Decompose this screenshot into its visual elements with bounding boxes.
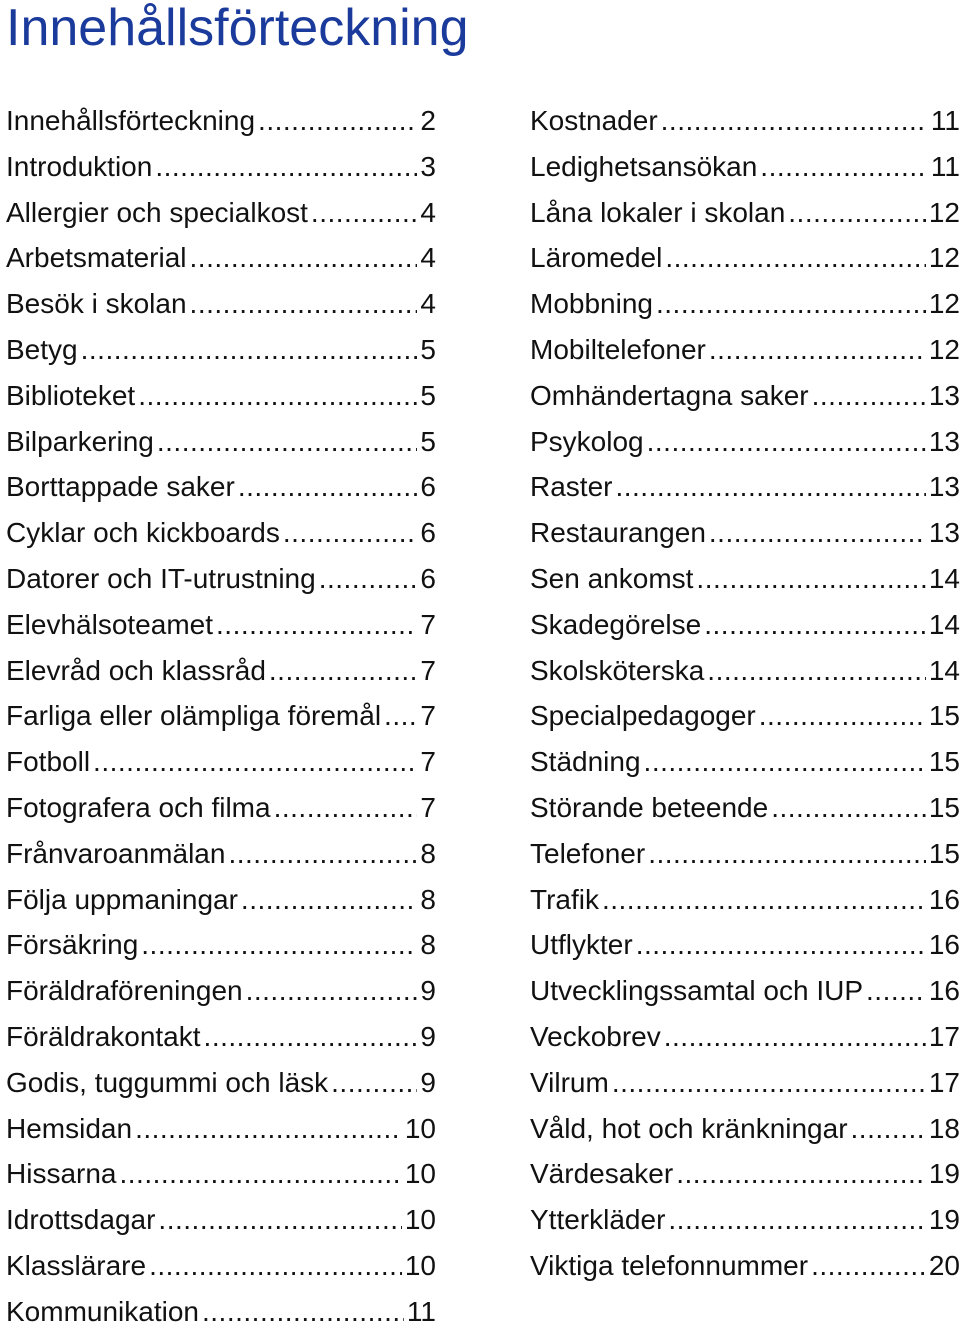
toc-entry-label: Störande beteende (530, 791, 769, 823)
toc-entry-label: Värdesaker (530, 1158, 674, 1190)
toc-entry[interactable] (6, 739, 436, 785)
toc-entry[interactable] (530, 922, 960, 968)
toc-dot-leader (158, 1197, 401, 1243)
toc-page-number: 19 (928, 1158, 960, 1190)
toc-entry[interactable] (530, 693, 960, 739)
toc-dot-leader (258, 98, 417, 144)
toc-dot-leader (636, 922, 926, 968)
toc-page-number: 6 (420, 562, 436, 594)
toc-dot-leader (93, 739, 417, 785)
toc-dot-leader (202, 1289, 404, 1335)
toc-page-number: 7 (420, 700, 436, 732)
toc-entry-label: Fotboll (6, 746, 91, 778)
toc-dot-leader (283, 510, 418, 556)
toc-page-number: 18 (928, 1112, 960, 1144)
toc-entry-label: Elevråd och klassråd (6, 654, 266, 686)
toc-entry[interactable] (530, 831, 960, 877)
toc-entry[interactable] (6, 648, 436, 694)
toc-entry-label: Föräldraföreningen (6, 975, 243, 1007)
toc-page-number: 5 (420, 379, 436, 411)
toc-entry-label: Försäkring (6, 929, 139, 961)
toc-entry-label: Godis, tuggummi och läsk (6, 1066, 329, 1098)
toc-page-number: 10 (404, 1204, 436, 1236)
toc-dot-leader (661, 98, 928, 144)
toc-page-number: 12 (928, 333, 960, 365)
toc-entry-label: Arbetsmaterial (6, 242, 187, 274)
toc-entry[interactable] (530, 1014, 960, 1060)
toc-page-number: 13 (928, 471, 960, 503)
toc-page-number: 16 (928, 929, 960, 961)
toc-dot-leader (238, 464, 418, 510)
toc-entry-label: Psykolog (530, 425, 644, 457)
toc-entry[interactable] (6, 968, 436, 1014)
toc-dot-leader (648, 831, 926, 877)
toc-dot-leader (149, 1243, 402, 1289)
toc-dot-leader (615, 464, 925, 510)
toc-page-number: 9 (420, 975, 436, 1007)
toc-entry-label: Städning (530, 746, 641, 778)
toc-page-number: 13 (928, 379, 960, 411)
toc-entry-label: Mobbning (530, 288, 653, 320)
toc-entry-label: Specialpedagoger (530, 700, 756, 732)
toc-page-number: 12 (928, 242, 960, 274)
toc-dot-leader (319, 556, 418, 602)
toc-page-number: 7 (420, 654, 436, 686)
toc-entry-label: Följa uppmaningar (6, 883, 238, 915)
toc-entry-label: Kommunikation (6, 1295, 199, 1327)
toc-entry[interactable] (6, 510, 436, 556)
toc-page-number: 10 (404, 1158, 436, 1190)
toc-entry-label: Skadegörelse (530, 608, 702, 640)
toc-page-number: 16 (928, 883, 960, 915)
toc-entry-label: Skolsköterska (530, 654, 705, 686)
toc-page-number: 7 (420, 791, 436, 823)
toc-entry[interactable] (530, 281, 960, 327)
toc-page-number: 11 (930, 150, 960, 182)
toc-entry[interactable] (530, 464, 960, 510)
toc-page-number: 5 (420, 333, 436, 365)
toc-page-number: 17 (928, 1066, 960, 1098)
toc-dot-leader (190, 281, 418, 327)
toc-entry[interactable] (6, 373, 436, 419)
toc-entry[interactable] (530, 785, 960, 831)
toc-entry-label: Frånvaroanmälan (6, 837, 226, 869)
toc-dot-leader (311, 190, 418, 236)
toc-dot-leader (811, 1243, 926, 1289)
toc-page-number: 4 (420, 288, 436, 320)
toc-entry-label: Sen ankomst (530, 562, 694, 594)
toc-dot-leader (216, 602, 417, 648)
toc-page-number: 4 (420, 242, 436, 274)
toc-entry[interactable] (6, 877, 436, 923)
toc-dot-leader (668, 1197, 925, 1243)
toc-dot-leader (228, 831, 417, 877)
toc-entry-label: Låna lokaler i skolan (530, 196, 786, 228)
toc-entry-label: Biblioteket (6, 379, 136, 411)
toc-dot-leader (812, 373, 926, 419)
toc-page-number: 10 (404, 1249, 436, 1281)
toc-entry[interactable] (6, 1151, 436, 1197)
toc-entry[interactable] (6, 1197, 436, 1243)
toc-dot-leader (155, 144, 417, 190)
toc-entry[interactable] (530, 1243, 960, 1289)
toc-entry[interactable] (6, 98, 436, 144)
toc-dot-leader (676, 1151, 926, 1197)
toc-entry-label: Betyg (6, 333, 78, 365)
toc-dot-leader (647, 419, 926, 465)
toc-page-number: 5 (420, 425, 436, 457)
toc-entry[interactable] (6, 1014, 436, 1060)
toc-page-number: 4 (420, 196, 436, 228)
toc-entry[interactable] (530, 968, 960, 1014)
toc-entry-label: Vilrum (530, 1066, 609, 1098)
toc-dot-leader (709, 327, 926, 373)
toc-dot-leader (709, 510, 926, 556)
toc-dot-leader (759, 693, 926, 739)
toc-entry[interactable] (530, 98, 960, 144)
toc-entry-label: Klasslärare (6, 1249, 147, 1281)
toc-page-number: 19 (928, 1204, 960, 1236)
toc-entry[interactable] (530, 190, 960, 236)
toc-right-column (530, 98, 960, 1289)
toc-dot-leader (204, 1014, 418, 1060)
toc-page-number: 7 (420, 746, 436, 778)
toc-page-number: 7 (420, 608, 436, 640)
toc-entry[interactable] (530, 373, 960, 419)
toc-entry[interactable] (530, 556, 960, 602)
toc-page-number: 2 (420, 105, 436, 136)
toc-entry-label: Våld, hot och kränkningar (530, 1112, 848, 1144)
toc-entry-label: Utflykter (530, 929, 633, 961)
toc-page-number: 14 (928, 608, 960, 640)
toc-entry[interactable] (530, 510, 960, 556)
toc-entry[interactable] (6, 693, 436, 739)
toc-entry-label: Restaurangen (530, 517, 706, 549)
toc-page-number: 10 (404, 1112, 436, 1144)
toc-entry[interactable] (6, 785, 436, 831)
toc-entry[interactable] (530, 327, 960, 373)
toc-entry-label: Utvecklingssamtal och IUP (530, 975, 864, 1007)
toc-entry-label: Cyklar och kickboards (6, 517, 280, 549)
toc-entry-label: Kostnader (530, 105, 658, 136)
toc-entry[interactable] (6, 144, 436, 190)
toc-page-number: 15 (928, 700, 960, 732)
toc-entry[interactable] (6, 1106, 436, 1152)
toc-entry[interactable] (530, 1197, 960, 1243)
toc-dot-leader (157, 419, 418, 465)
toc-entry-label: Viktiga telefonnummer (530, 1249, 809, 1281)
toc-dot-leader (331, 1060, 417, 1106)
toc-entry-label: Mobiltelefoner (530, 333, 706, 365)
toc-entry-label: Hemsidan (6, 1112, 133, 1144)
toc-dot-leader (241, 877, 418, 923)
toc-entry[interactable] (6, 235, 436, 281)
toc-entry[interactable] (6, 556, 436, 602)
toc-dot-leader (664, 1014, 926, 1060)
toc-entry[interactable] (530, 419, 960, 465)
toc-dot-leader (665, 235, 926, 281)
toc-entry[interactable] (530, 1060, 960, 1106)
toc-entry[interactable] (6, 327, 436, 373)
toc-entry[interactable] (530, 877, 960, 923)
toc-entry-label: Borttappade saker (6, 471, 235, 503)
toc-page-number: 6 (420, 517, 436, 549)
toc-page-number: 8 (420, 837, 436, 869)
toc-page-number: 13 (928, 425, 960, 457)
toc-dot-leader (119, 1151, 401, 1197)
toc-dot-leader (602, 877, 926, 923)
toc-entry-label: Raster (530, 471, 613, 503)
toc-entry-label: Trafik (530, 883, 599, 915)
toc-dot-leader (190, 235, 418, 281)
toc-entry-label: Elevhälsoteamet (6, 608, 214, 640)
toc-entry[interactable] (6, 1289, 436, 1335)
toc-dot-leader (384, 693, 417, 739)
toc-dot-leader (612, 1060, 926, 1106)
toc-entry-label: Introduktion (6, 150, 153, 182)
toc-entry-label: Telefoner (530, 837, 646, 869)
toc-dot-leader (269, 648, 418, 694)
toc-page-number: 6 (420, 471, 436, 503)
toc-entry[interactable] (530, 739, 960, 785)
toc-entry-label: Fotografera och filma (6, 791, 271, 823)
toc-entry[interactable] (6, 1243, 436, 1289)
toc-entry-label: Allergier och specialkost (6, 196, 308, 228)
toc-entry-label: Ytterkläder (530, 1204, 666, 1236)
toc-entry-label: Föräldrakontakt (6, 1020, 201, 1052)
toc-page-number: 8 (420, 929, 436, 961)
toc-dot-leader (644, 739, 926, 785)
toc-dot-leader (760, 144, 928, 190)
toc-entry-label: Innehållsförteckning (6, 105, 256, 136)
toc-dot-leader (141, 922, 417, 968)
toc-entry[interactable] (6, 464, 436, 510)
toc-page-number: 9 (420, 1020, 436, 1052)
toc-dot-leader (135, 1106, 402, 1152)
toc-entry-label: Besök i skolan (6, 288, 187, 320)
toc-page-number: 14 (928, 654, 960, 686)
toc-entry[interactable] (6, 281, 436, 327)
toc-entry[interactable] (6, 602, 436, 648)
toc-entry-label: Ledighetsansökan (530, 150, 758, 182)
toc-entry[interactable] (6, 1060, 436, 1106)
toc-dot-leader (707, 648, 926, 694)
toc-dot-leader (656, 281, 926, 327)
toc-page-number: 20 (928, 1249, 960, 1281)
toc-entry-label: Hissarna (6, 1158, 117, 1190)
toc-entry[interactable] (530, 235, 960, 281)
toc-dot-leader (771, 785, 926, 831)
toc-page-number: 11 (930, 105, 960, 136)
toc-dot-leader (246, 968, 418, 1014)
toc-page-number: 3 (420, 150, 436, 182)
toc-dot-leader (788, 190, 926, 236)
toc-entry-label: Idrottsdagar (6, 1204, 156, 1236)
toc-entry[interactable] (530, 1106, 960, 1152)
toc-dot-leader (851, 1106, 926, 1152)
toc-dot-leader (696, 556, 925, 602)
toc-page-number: 15 (928, 837, 960, 869)
toc-entry[interactable] (530, 144, 960, 190)
toc-page-number: 16 (928, 975, 960, 1007)
toc-page-number: 12 (928, 196, 960, 228)
toc-page-number: 11 (406, 1295, 436, 1327)
toc-page-number: 12 (928, 288, 960, 320)
toc-page-number: 17 (928, 1020, 960, 1052)
page-title: Innehållsförteckning (6, 0, 469, 57)
toc-page-number: 15 (928, 746, 960, 778)
toc-entry-label: Veckobrev (530, 1020, 661, 1052)
toc-entry-label: Bilparkering (6, 425, 154, 457)
toc-entry[interactable] (6, 419, 436, 465)
toc-dot-leader (138, 373, 417, 419)
toc-dot-leader (81, 327, 418, 373)
toc-page-number: 9 (420, 1066, 436, 1098)
toc-entry[interactable] (6, 831, 436, 877)
toc-page-number: 8 (420, 883, 436, 915)
toc-entry[interactable] (6, 922, 436, 968)
toc-dot-leader (704, 602, 926, 648)
toc-page-number: 13 (928, 517, 960, 549)
toc-dot-leader (274, 785, 418, 831)
toc-left-column (6, 98, 436, 1335)
toc-dot-leader (866, 968, 926, 1014)
toc-page-number: 14 (928, 562, 960, 594)
toc-entry[interactable] (6, 190, 436, 236)
toc-entry-label: Farliga eller olämpliga föremål (6, 700, 382, 732)
toc-entry[interactable] (530, 602, 960, 648)
toc-page-number: 15 (928, 791, 960, 823)
toc-entry-label: Läromedel (530, 242, 663, 274)
toc-entry[interactable] (530, 1151, 960, 1197)
toc-entry-label: Datorer och IT-utrustning (6, 562, 316, 594)
toc-entry[interactable] (530, 648, 960, 694)
toc-entry-label: Omhändertagna saker (530, 379, 809, 411)
